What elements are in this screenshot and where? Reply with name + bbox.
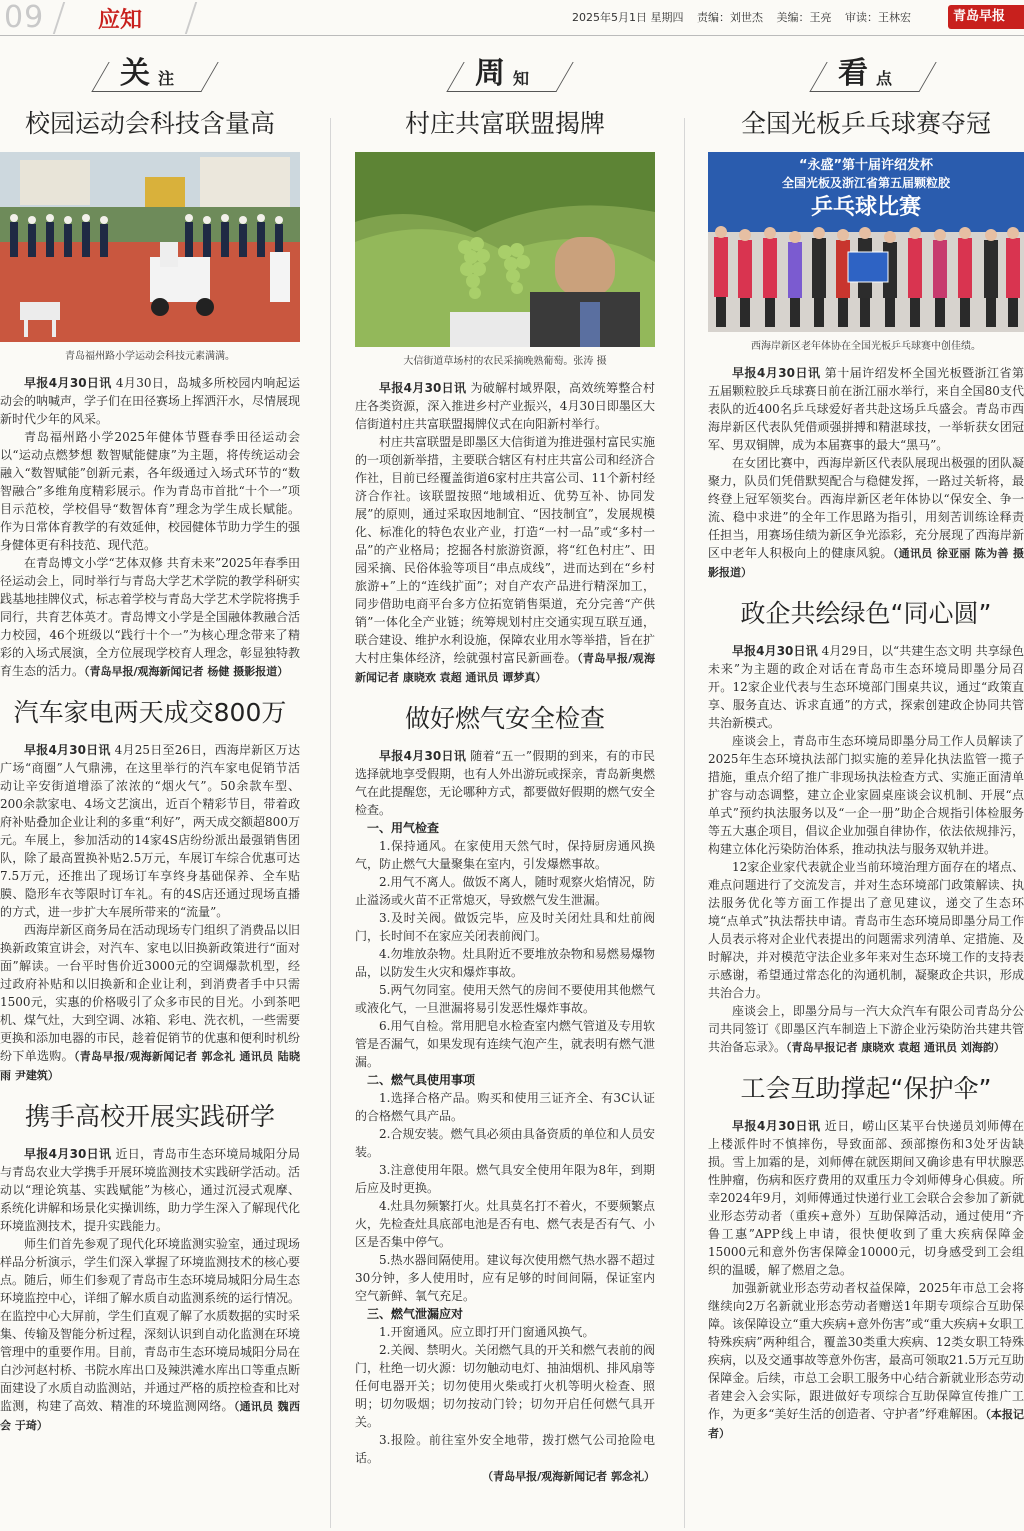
- article-paragraph: [355, 379, 655, 433]
- list-item: 2.合规安装。燃气具必须由具备资质的单位和人员安装。: [355, 1127, 655, 1159]
- paragraph-text: 4月25日至26日，西海岸新区万达广场“商圈”人气鼎沸，在这里举行的汽车家电促销节活动让辛安街道增添了浓浓的“烟火气”。50余款车型、200余款家电、4场文艺演出，近百个精彩节目，带着政府补贴叠加企业让利的多重“利好”，两天成交额超800万元。车展上，参加活动的14家4S店纷纷派出最强销售团队，除了最高置换补贴2.5万元，车展订车综合优惠可达7.5万元，还推出了现场订车享终身基础保养、全车贴膜、隐形车衣等限时订车礼。有的4S店还通过现场直播的方式，进一步扩大车展所带来的“流量”。: [0, 743, 300, 919]
- article-paragraph: [0, 374, 300, 428]
- dateline: 早报4月30日讯: [24, 376, 112, 390]
- paragraph-text: 4月29日，以“共建生态文明 共享绿色未来”为主题的政企对话在青岛市生态环境局即墨分局召开。12家企业代表与生态环境部门围桌共议，通过“政策直享、服务直达、诉求直通”的方式，探索创建政企协同共管共治新模式。: [708, 644, 1024, 730]
- paragraph-text: 在青岛博文小学“艺体双修 共育未来”2025年春季田径运动会上，同时举行与青岛大学艺术学院的教学科研实践基地挂牌仪式，标志着学校与青岛大学艺术学院将携手同行，共育艺体英才。青岛博文小学是全国融体教融合活力校园，46个班级以“践行十个一”为核心理念带来了精彩的入场式展演，全方位展现学校育人理念，彰显独特教育生态的活力。: [0, 556, 301, 678]
- section-subhead: 三、燃气泄漏应对: [367, 1307, 464, 1321]
- page-number: 09: [4, 0, 45, 35]
- article-headline: 政企共绘绿色“同心圆”: [740, 599, 992, 628]
- banner-line-3: 乒乓球比赛: [810, 195, 922, 220]
- paragraph-text: 随着“五一”假期的到来，有的市民选择就地享受假期，也有人外出游玩或探亲，青岛新奥燃气在此提醒您，无论哪种方式，都要做好假期的燃气安全检查。: [355, 749, 656, 817]
- article-paragraph: [708, 642, 1024, 732]
- photo-caption: 大信街道草场村的农民采摘晚熟葡萄。张涛 摄: [403, 356, 607, 367]
- byline: （通讯员 徐亚丽 陈为善 摄影报道）: [708, 547, 1024, 579]
- article-headline: 村庄共富联盟揭牌: [404, 109, 605, 138]
- paragraph-text: 加强新就业形态劳动者权益保障，2025年市总工会将继续向2万名新就业形态劳动者赠送1年期专项综合互助保障。该保障设立“重大疾病+意外伤害”或“重大疾病+女职工特殊疾病”两种组合，覆盖30类重大疾病、12类女职工特殊疾病，以及交通事故等意外伤害，最高可领取21.5万元互助保障金。后续，市总工会职工服务中心结合新就业形态劳动者建会入会实际，跟进做好专项综合互助保障宣传推广工作，为更多“美好生活的创造者、守护者”纾难解困。: [708, 1281, 1024, 1421]
- list-item: 3.报险。前往室外安全地带，拨打燃气公司抢险电话。: [355, 1433, 655, 1465]
- list-item: 1.开窗通风。应立即打开门窗通风换气。: [379, 1325, 595, 1339]
- article-paragraph: 座谈会上，青岛市生态环境局即墨分局工作人员解读了2025年生态环境执法部门拟实施的差异化执法监管一揽子措施，重点介绍了推广非现场执法检查方式、实施正面清单扩容与动态调整，建立企业家圆桌座谈会议机制、开展“点单式”预约执法服务以及“一企一册”助企合规指引体检服务等五大惠企项目，倡议企业加强自律协作，依法依规排污，构建立体化污染防治体系，推动执法与服务双轨并进。: [708, 734, 1024, 856]
- section-subhead: 一、用气检查: [367, 821, 440, 835]
- paragraph-text: 为破解村域界限，高效统筹整合村庄各类资源，深入推进乡村产业振兴，4月30日即墨区大信街道村庄共富联盟揭牌仪式在向阳新村举行。: [355, 381, 655, 431]
- banner-line-2: 全国光板及浙江省第五届颗粒胶: [781, 176, 951, 190]
- tag-ornament: [446, 62, 573, 92]
- banner-line-1: “永盛”第十届许绍发杯: [798, 158, 934, 173]
- article-paragraph: [708, 454, 1024, 582]
- list-item: 1.保持通风。在家使用天然气时，保持厨房通风换气，防止燃气大量聚集在室内，引发爆燃事故。: [355, 839, 655, 871]
- article-paragraph: [355, 433, 655, 687]
- dateline: 早报4月30日讯: [379, 381, 467, 395]
- list-item: 5.两气勿同室。使用天然气的房间不要使用其他燃气或液化气，一旦泄漏将易引发恶性爆炸事故。: [355, 983, 655, 1015]
- grape-harvest-photo: [355, 152, 655, 347]
- byline: （通讯员 魏西会 于琦）: [0, 1400, 300, 1432]
- article-village-alliance: [355, 108, 655, 687]
- column-weekly: [355, 40, 655, 1486]
- article-headline: 工会互助撑起“保护伞”: [740, 1074, 992, 1103]
- article-paragraph: [355, 747, 655, 819]
- article-paragraph: [0, 1235, 300, 1435]
- column-divider: [684, 118, 685, 1528]
- paragraph-text: 师生们首先参观了现代化环境监测实验室，通过现场样品分析演示，学生们深入掌握了环境监测技术的核心要点。随后，师生们参观了青岛市生态环境局城阳分局生态环境监控中心，详细了解水质自动监测系统的运行情况。在监控中心大屏前，学生们直观了解了水质数据的实时采集、传输及智能分析过程，深刻认识到自动化监测在环境管理中的重要作用。目前，青岛市生态环境局城阳分局在白沙河赵村桥、书院水库出口及辣洪滩水库出口等重点断面建设了水质自动监测站，并通过严格的质控检查和比对监测，构建了高效、精准的环境监测网络。: [0, 1237, 301, 1413]
- tag-small-char: 知: [513, 69, 530, 88]
- list-item: 5.热水器间隔使用。建议每次使用燃气热水器不超过30分钟，多人使用时，应有足够的时间间隔，保证室内空气新鲜、氧气充足。: [355, 1253, 655, 1303]
- byline: （本报记者）: [708, 1408, 1024, 1440]
- tag-big-char: 看: [838, 56, 868, 91]
- article-paragraph: [0, 554, 300, 681]
- article-gov-enterprise: [708, 598, 1024, 1057]
- article-paragraph: 青岛福州路小学2025年健体节暨春季田径运动会以“运动点燃梦想 数智赋能健康”为主题，将传统运动会融入“数智赋能”创新元素，各年级通过入场式环节的“数智融合”多维角度精彩展示。作为青岛市首批“十个一”项目示范校，学校倡导“数智体育”理念为学生成长赋能。作为日常体育教学的有效延伸，校园健体节助力学生的强身健体更有科技范、现代范。: [0, 430, 301, 552]
- header-divider: [185, 2, 197, 34]
- dateline: 早报4月30日讯: [24, 743, 111, 757]
- section-subhead: 二、燃气具使用事项: [367, 1073, 476, 1087]
- page-header: [0, 0, 1024, 36]
- article-paragraph: [708, 1117, 1024, 1279]
- list-item: 2.用气不离人。做饭不离人，随时观察火焰情况，防止溢汤或火苗不正常熄灭，导致燃气发生泄漏。: [355, 875, 655, 907]
- article-headline: 汽车家电两天成交800万: [13, 698, 287, 727]
- paragraph-text: 座谈会上，即墨分局与一汽大众汽车有限公司青岛分公司共同签订《即墨区汽车制造上下游企业污染防治共建共管共治备忘录》。: [708, 1004, 1024, 1054]
- article-photo: [355, 152, 655, 347]
- byline: （青岛早报/观海新闻记者 郭念礼）: [482, 1470, 655, 1483]
- reviewer-credit: 审读：王林宏: [845, 11, 911, 24]
- art-editor-credit: 美编：王亮: [776, 11, 832, 24]
- article-paragraph: [708, 364, 1024, 454]
- list-item: 4.勿堆放杂物。灶具附近不要堆放杂物和易燃易爆物品，以防发生火灾和爆炸事故。: [355, 947, 655, 979]
- issue-date: 2025年5月1日 星期四: [572, 11, 684, 24]
- paragraph-text: 西海岸新区商务局在活动现场专门组织了消费品以旧换新政策宣讲会，对汽车、家电以旧换新政策进行“面对面”解读。一台平时售价近3000元的空调爆款机型，经过政府补贴和以旧换新和企业让利，到消费者手中只需1500元，实惠的价格吸引了众多市民的目光。小到茶吧机、煤气灶，大到空调、冰箱、彩电、洗衣机，一些需要更换和添加电器的市民，趁着促销节的优惠和便利时机纷纷下单选购。: [0, 923, 301, 1063]
- article-headline: 做好燃气安全检查: [404, 704, 605, 733]
- list-item: 3.及时关阀。做饭完毕，应及时关闭灶具和灶前阀门，长时间不在家应关闭表前阀门。: [355, 911, 655, 943]
- tag-small-char: 注: [158, 69, 175, 88]
- article-paragraph: 12家企业家代表就企业当前环境治理方面存在的堵点、难点问题进行了交流发言，并对生态环境部门政策解读、执法服务优化等方面工作提出了意见建议，递交了生态环境“点单式”执法帮扶申请。青岛市生态环境局即墨分局工作人员表示将对企业代表提出的问题需求列清单、定措施、及时解决，并对模范守法企业多年来对生态环境工作的支持表示感谢，希望通过常态化的沟通机制，凝聚政企共识，形成共治合力。: [708, 860, 1024, 1000]
- list-item: 6.用气自检。常用肥皂水检查室内燃气管道及专用软管是否漏气，如果发现有连续气泡产生，就表明有燃气泄漏。: [355, 1019, 656, 1069]
- tag-big-char: 关: [120, 56, 150, 91]
- article-headline: 校园运动会科技含量高: [24, 109, 275, 138]
- team-award-photo: [708, 152, 1024, 332]
- article-headline: 携手高校开展实践研学: [24, 1102, 275, 1131]
- newspaper-logo: 青岛早报: [948, 5, 1024, 29]
- paragraph-text: 近日，崂山区某平台快递员刘师傅在上楼派件时不慎摔伤，导致面部、颈部擦伤和3处牙齿缺损。雪上加霜的是，刘师傅在就医期间又确诊患有甲状腺恶性肿瘤，伤病和医疗费用的双重压力令刘师傅身心俱疲。所幸2024年9月，刘师傅通过快递行业工会联合会参加了新就业形态劳动者（重疾+意外）互助保障活动，通过使用“齐鲁工惠”APP线上申请，很快便收到了重大疾病保障金15000元和意外伤害保障金10000元，切身感受到工会组织的温暖，解了燃眉之急。: [708, 1119, 1024, 1277]
- article-photo: [708, 152, 1024, 332]
- list-item: 1.选择合格产品。购买和使用三证齐全、有3C认证的合格燃气具产品。: [355, 1091, 655, 1123]
- article-paragraph: [708, 1279, 1024, 1443]
- paragraph-text: 4月30日，岛城多所校园内响起运动会的呐喊声，学子们在田径赛场上挥洒汗水，尽情展现新时代少年的风采。: [0, 376, 301, 426]
- dateline: 早报4月30日讯: [379, 749, 467, 763]
- article-photo: [0, 152, 300, 342]
- article-paragraph: [0, 1145, 300, 1235]
- article-gas-safety: [355, 703, 655, 1486]
- article-paragraph: [0, 741, 300, 921]
- tag-small-char: 点: [876, 69, 893, 88]
- article-headline: 全国光板乒乓球赛夺冠: [740, 109, 991, 138]
- column-focus: [0, 40, 300, 1435]
- header-divider: [53, 2, 65, 34]
- article-union-mutual-aid: [708, 1073, 1024, 1443]
- column-highlights: [708, 40, 1024, 1443]
- article-paragraph: [0, 921, 300, 1085]
- photo-caption: 西海岸新区老年体协在全国光板乒乓球赛中创佳绩。: [751, 341, 981, 352]
- editor-credit: 责编：刘世杰: [697, 11, 763, 24]
- article-university-practice: [0, 1101, 300, 1435]
- article-auto-appliance: [0, 697, 300, 1085]
- byline-line: [355, 1467, 655, 1486]
- article-table-tennis: [708, 108, 1024, 582]
- byline: （青岛早报/观海新闻记者 康晓欢 袁超 通讯员 谭梦真）: [355, 652, 655, 684]
- byline: （青岛早报/观海新闻记者 郭念礼 通讯员 陆晓雨 尹建筑）: [0, 1050, 300, 1082]
- dateline: 早报4月30日讯: [732, 366, 821, 380]
- tag-ornament: [91, 62, 218, 92]
- header-meta: [572, 9, 921, 25]
- dateline: 早报4月30日讯: [732, 644, 818, 658]
- photo-caption: 青岛福州路小学运动会科技元素满满。: [65, 351, 235, 362]
- column-tag: [0, 40, 300, 92]
- paragraph-text: 第十届许绍发杯全国光板暨浙江省第五届颗粒胶乒乓球赛日前在浙江丽水举行，来自全国80支代表队的近400名乒乓球爱好者共赴这场乒乓盛会。青岛市西海岸新区代表队凭借顽强拼搏和精湛球技，一举斩获女团冠军、男双铜牌，成为本届赛事的最大“黑马”。: [708, 366, 1024, 452]
- column-divider: [330, 118, 331, 1528]
- list-item: 4.灶具勿频繁打火。灶具莫名打不着火，不要频繁点火，先检查灶具底部电池是否有电、燃气表是否有气、小区是否集中停气。: [355, 1199, 656, 1249]
- column-tag: [708, 40, 1024, 92]
- tag-big-char: 周: [475, 56, 505, 91]
- paragraph-text: 村庄共富联盟是即墨区大信街道为推进强村富民实施的一项创新举措，主要联合辖区有村庄共富公司和经济合作社，目前已经覆盖街道6家村庄共富公司、11个新村经济合作社。该联盟按照“地域相近、优势互补、协同发展”的原则，通过采取因地制宜、“因技制宜”，发展规模化、标准化的特色农业产业，打造“一村一品”或“多村一品”的产业格局；挖掘各村旅游资源，将“红色村庄”、田园采摘、民俗体验等项目“串点成线”，进而达到在“乡村旅游+”上的“连线扩面”；对自产农产品进行精深加工，同步借助电商平台多方位拓宽销售渠道，充分完善“产供销”一体化全产业链；统筹规划村庄交通实现互联互通，联合建设、维护水利设施，保障农业用水等举措，旨在扩大村庄集体经济，绘就强村富民新画卷。: [355, 435, 656, 665]
- article-campus-sports: [0, 108, 300, 681]
- list-item: 2.关阀、禁明火。关闭燃气具的开关和燃气表前的阀门，杜绝一切火源：切勿触动电灯、抽油烟机、排风扇等任何电器开关；切勿使用火柴或打火机等明火检查、照明；切勿吸烟；切勿按动门铃；切勿开启任何燃气具开关。: [355, 1343, 656, 1429]
- byline: （青岛早报/观海新闻记者 杨健 摄影报道）: [84, 665, 289, 678]
- dateline: 早报4月30日讯: [732, 1119, 821, 1133]
- article-paragraph: [708, 1002, 1024, 1057]
- list-item: 3.注意使用年限。燃气具安全使用年限为8年，到期后应及时更换。: [355, 1163, 655, 1195]
- tag-ornament: [809, 62, 936, 92]
- byline: （青岛早报记者 康晓欢 袁超 通讯员 刘海韵）: [786, 1041, 1005, 1054]
- dateline: 早报4月30日讯: [24, 1147, 112, 1161]
- paragraph-text: 近日，青岛市生态环境局城阳分局与青岛农业大学携手开展环境监测技术实践研学活动。活动以“理论筑基、实践赋能”为核心，通过沉浸式观摩、系统化讲解和场景化实操训练，助力学生深入了解现代化环境监测技术，提升实践能力。: [0, 1147, 301, 1233]
- sports-meet-photo: [0, 152, 300, 342]
- paragraph-text: 在女团比赛中，西海岸新区代表队展现出极强的团队凝聚力，队员们凭借默契配合与稳健发挥，一路过关斩将，最终登上冠军领奖台。西海岸新区老年体协以“保安全、争一流、稳中求进”的全年工作思路为指引，用刻苦训练诠释责任担当，用赛场佳绩为新区争光添彩，充分展现了西海岸新区中老年人积极向上的健康风貌。: [708, 456, 1024, 560]
- column-tag: [355, 40, 655, 92]
- section-name: 应知: [98, 8, 143, 33]
